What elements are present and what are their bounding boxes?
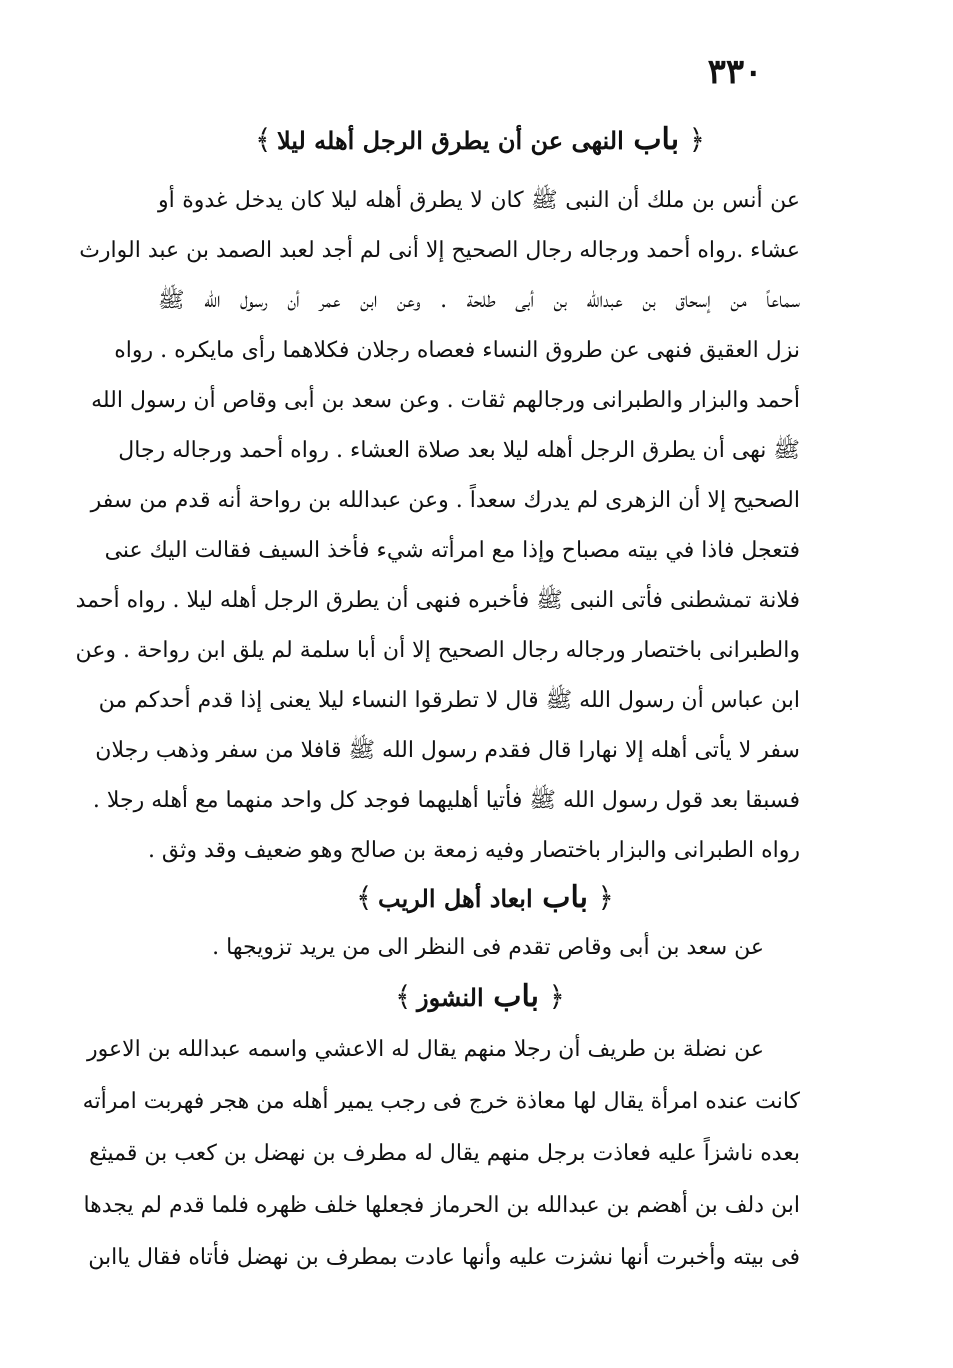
section-2-body <box>212 926 764 970</box>
body-line: ﷺ نهى أن يطرق الرجل أهله ليلا بعد صلاة العشاء . رواه أحمد ورجاله رجال <box>118 438 800 463</box>
body-line: فسبقا بعد قول رسول الله ﷺ فأتيا أهليهما فوجد كل واحد منهما مع أهله رجلا . <box>92 788 800 813</box>
body-line: سفر لا يأتى أهله إلا نهارا قال فقدم رسول الله ﷺ قافلا من سفر وذهب رجلان <box>95 738 800 763</box>
heading-bracket-close: ﴾ <box>356 881 373 914</box>
section-heading-3 <box>370 974 590 1020</box>
heading-title: النهى عن أن يطرق الرجل أهله ليلا <box>276 126 624 155</box>
body-line: فى بيته وأخبرت أنها نشزت عليه وأنها عادت بمطرف بن نهضل فأتاه فقال ياابن <box>88 1245 800 1270</box>
section-3-body <box>82 1024 800 1284</box>
body-line: عن سعد بن أبى وقاص تقدم فى النظر الى من يريد تزويجها . <box>212 935 764 960</box>
heading-title: النشوز <box>417 983 484 1012</box>
heading-bab: باب <box>493 979 539 1014</box>
heading-bracket-open: ﴿ <box>688 123 706 156</box>
body-line: ابن دلف بن أهضم بن عبدالله بن الحرماز فجعلها خلف ظهره فلما قدم لم يجدها <box>83 1193 800 1218</box>
body-line: ابن عباس أن رسول الله ﷺ قال لا تطرقوا النساء ليلا يعنى إذا قدم أحدكم من <box>98 688 800 713</box>
body-line: بعده ناشزاً عليه فعاذت برجل منهم يقال له مطرف بن نهضل بن كعب بن قميثع <box>89 1141 800 1166</box>
body-line: عن نضلة بن طريف أن رجلا منهم يقال له الاعشي واسمه عبدالله بن الاعور <box>86 1037 764 1062</box>
body-line: فتعجل فاذا في بيته مصباح وإذا مع امرأته شيء فأخذ السيف فقالت اليك عنى <box>104 538 800 563</box>
body-line: أحمد والبزار والطبرانى ورجالهم ثقات . وعن سعد بن أبى وقاص أن رسول الله <box>91 388 800 413</box>
heading-bracket-close: ﴾ <box>254 123 272 156</box>
section-heading-1 <box>250 118 710 162</box>
heading-bracket-open: ﴿ <box>548 980 565 1013</box>
heading-title: ابعاد أهل الريب <box>378 884 533 913</box>
body-line: كانت عنده امرأة يقال لها معاذة خرج فى رجب يمير أهله من هجر فهربت امرأته <box>82 1089 800 1114</box>
heading-bracket-open: ﴿ <box>597 881 614 914</box>
body-line: سماعاً من إسحاق بن عبدالله بن أبى طلحة . وعن ابن عمر أن رسول الله ﷺ <box>158 288 800 313</box>
page-number: ٣٣٠ <box>707 52 763 92</box>
heading-bab: باب <box>633 122 680 157</box>
body-line: رواه الطبرانى والبزار باختصار وفيه زمعة بن صالح وهو ضعيف وقد وثق . <box>147 838 800 863</box>
section-1-body <box>75 176 800 876</box>
body-line: عن أنس بن ملك أن النبى ﷺ كان لا يطرق أهله ليلا كان يدخل غدوة أو <box>158 188 800 213</box>
body-line: عشاء .رواه أحمد ورجاله رجال الصحيح إلا أنى لم أجد لعبد الصمد بن عبد الوارث <box>79 238 800 263</box>
heading-bab: باب <box>542 880 588 915</box>
body-line: فلانة تمشطنى فأتى النبى ﷺ فأخبره فنهى أن يطرق الرجل أهله ليلا . رواه أحمد <box>75 588 800 613</box>
body-line: نزل العقيق فنهى عن طروق النساء فعصاه رجلان فكلاهما رأى مايكره . رواه <box>114 338 800 363</box>
body-line: الصحيح إلا أن الزهرى لم يدرك سعداً . وعن عبدالله بن رواحة أنه قدم من سفر <box>90 488 800 513</box>
body-line: والطبرانى باختصار ورجاله رجال الصحيح إلا أن أبا سلمة لم يلق ابن رواحة . وعن <box>75 638 800 663</box>
section-heading-2 <box>340 876 630 920</box>
heading-bracket-close: ﴾ <box>395 980 412 1013</box>
